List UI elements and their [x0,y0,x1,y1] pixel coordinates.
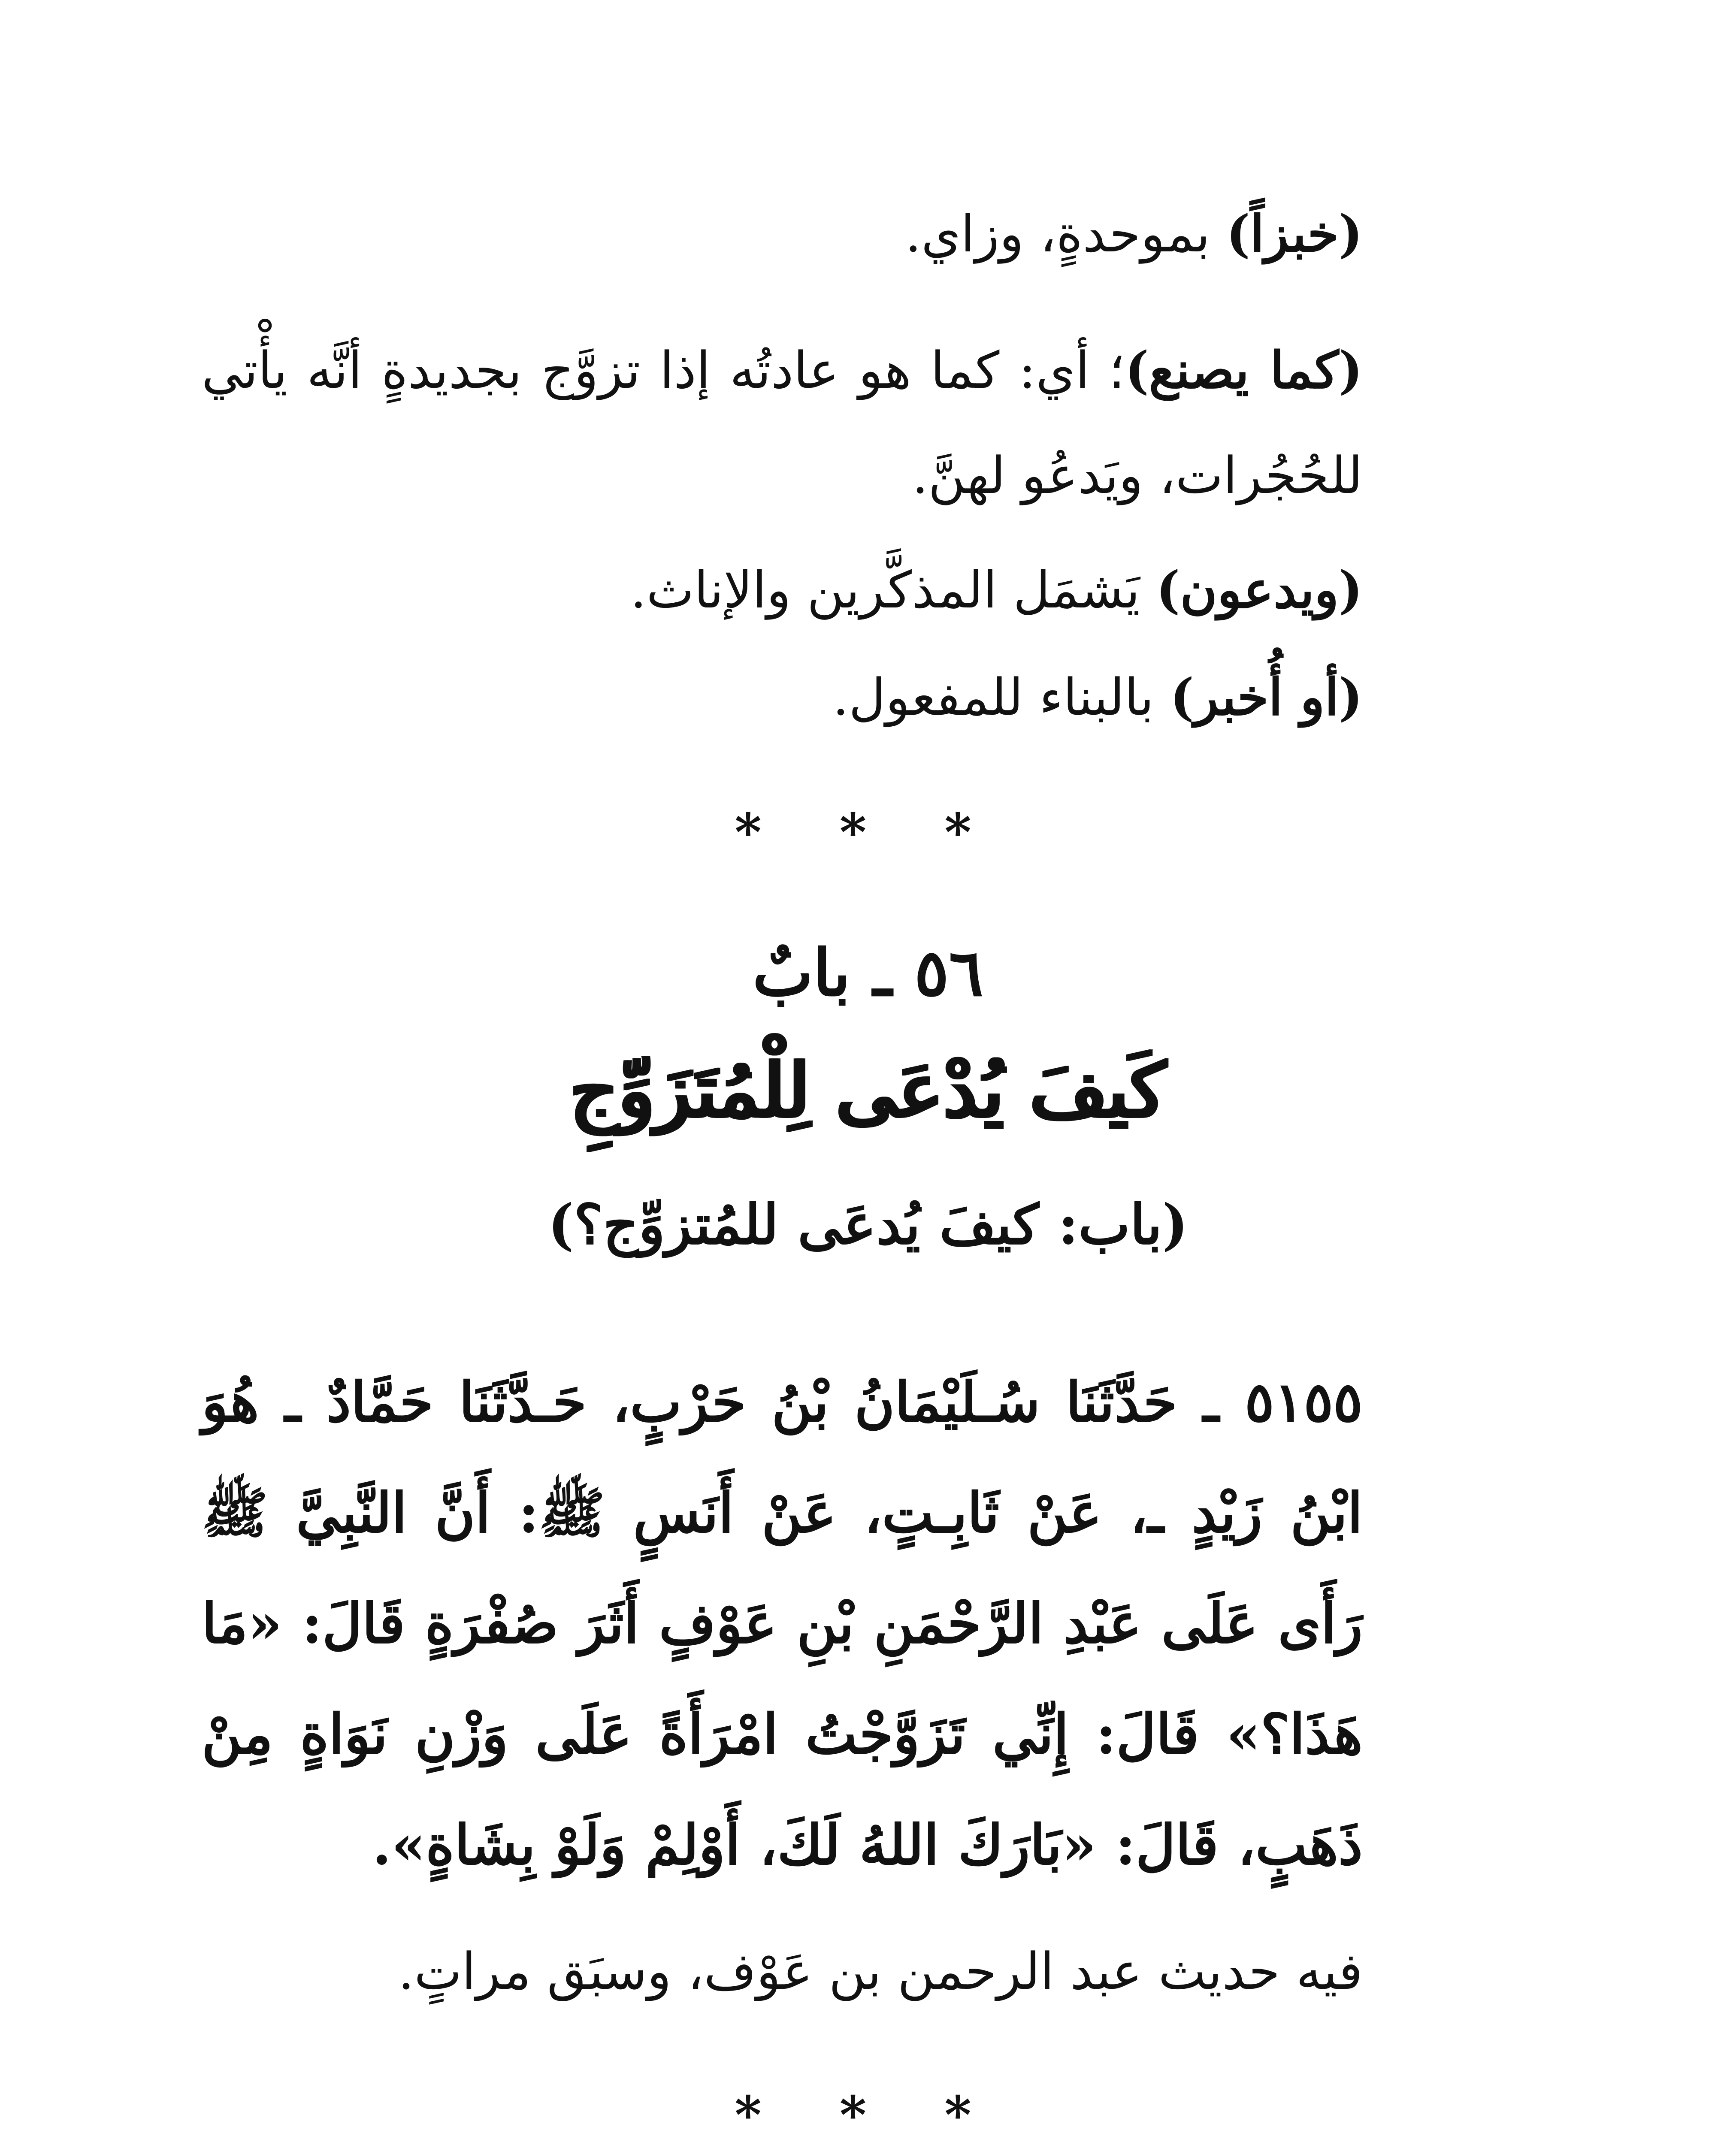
commentary-lemma: (ويدعون) [1156,560,1363,619]
commentary-text: بالبناء للمفعول. [832,668,1170,727]
hadith-text: ٥١٥٥ ـ حَدَّثَنَا سُـلَيْمَانُ بْنُ حَرْبٍ، حَـدَّثَنَا حَمَّادٌ ـ هُوَ ابْنُ زَيْدٍ ـ، عَنْ ثَابِـتٍ، عَنْ أَنَسٍ ﷺ: أَنَّ النَّبِيَّ ﷺ رَأَى عَلَى عَبْدِ الرَّحْمَنِ بْنِ عَوْفٍ أَثَرَ صُفْرَةٍ قَالَ: «مَا هَذَا؟» قَالَ: إِنِّي تَزَوَّجْتُ امْرَأَةً عَلَى وَزْنِ نَوَاةٍ مِنْ ذَهَبٍ، قَالَ: «بَارَكَ اللهُ لَكَ، أَوْلِمْ وَلَوْ بِشَاةٍ». [202,1370,1363,1877]
commentary-text: ؛ أي: كما هو عادتُه إذا تزوَّج بجديدةٍ أنَّه يأْتي للحُجُرات، ويَدعُو لهنَّ. [202,341,1363,505]
commentary-lemma: (كما يصنع) [1125,340,1363,400]
commentary-line-3 [202,558,1363,622]
chapter-subtitle: (باب: كيفَ يُدعَى للمُتزوِّج؟) [547,1193,1189,1257]
commentary-line-1 [202,202,1363,266]
commentary-text: يَشمَل المذكَّرين والإناث. [630,560,1156,619]
section-separator: * * * [735,802,1001,863]
commentary-text: بموحدةٍ، وزاي. [905,204,1226,263]
chapter-number: ٥٦ ـ بابٌ [752,935,984,1011]
section-separator-2: * * * [735,2085,1001,2145]
commentary-bottom: فيه حديث عبد الرحمن بن عَوْف، وسبَق مراتٍ. [398,1942,1363,2001]
commentary-lemma: (أو أُخبر) [1170,667,1363,727]
commentary-line-4 [202,665,1363,729]
chapter-title: كَيفَ يُدْعَى لِلْمُتَزَوِّجِ [570,1047,1166,1135]
commentary-paragraph-2 [202,317,1363,528]
commentary-lemma: (خبزاً) [1226,204,1363,263]
